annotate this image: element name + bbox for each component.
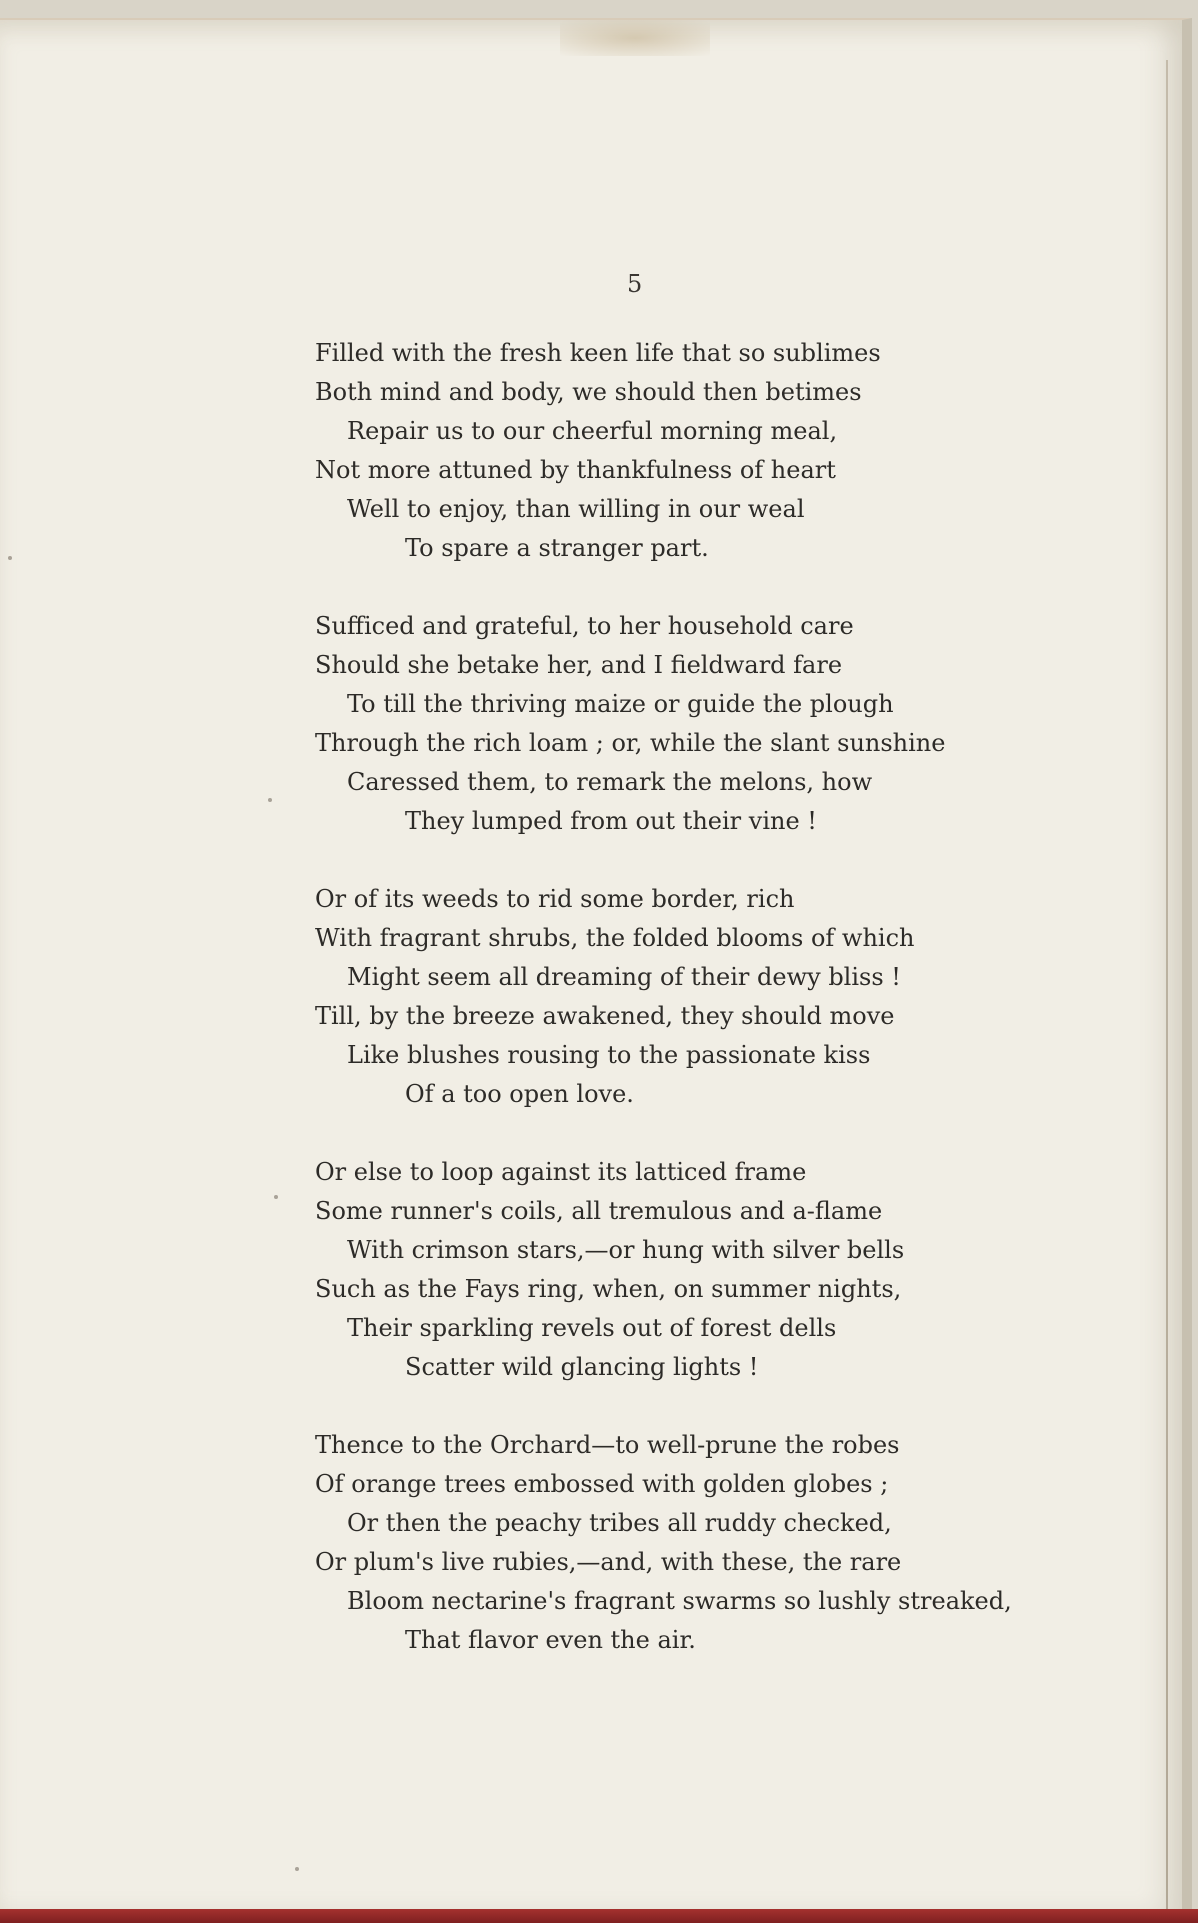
poem-line: Till, by the breeze awakened, they should move bbox=[315, 1002, 895, 1030]
poem-line: Or plum's live rubies,—and, with these, the rare bbox=[315, 1548, 902, 1576]
stanza bbox=[315, 880, 1075, 1114]
poem-line: Thence to the Orchard—to well-prune the robes bbox=[315, 1431, 900, 1459]
poem-line: Some runner's coils, all tremulous and a-flame bbox=[315, 1197, 883, 1225]
stanza bbox=[315, 334, 1075, 568]
poem-line: Well to enjoy, than willing in our weal bbox=[347, 495, 805, 523]
poem-line: With fragrant shrubs, the folded blooms of which bbox=[315, 924, 915, 952]
poem-line: Of a too open love. bbox=[405, 1080, 634, 1108]
paper-speck bbox=[268, 798, 272, 802]
page-stain bbox=[560, 20, 710, 56]
poem-line: Like blushes rousing to the passionate kiss bbox=[347, 1041, 871, 1069]
stanza bbox=[315, 1426, 1075, 1660]
poem-line: Or then the peachy tribes all ruddy checked, bbox=[347, 1509, 892, 1537]
paper-speck bbox=[8, 556, 12, 560]
page-edge bbox=[1166, 60, 1168, 1920]
poem-line: Of orange trees embossed with golden globes ; bbox=[315, 1470, 889, 1498]
poem-line: Such as the Fays ring, when, on summer nights, bbox=[315, 1275, 902, 1303]
poem-line: Through the rich loam ; or, while the slant sunshine bbox=[315, 729, 946, 757]
poem bbox=[315, 334, 1075, 1699]
poem-line: With crimson stars,—or hung with silver bells bbox=[347, 1236, 905, 1264]
poem-line: Might seem all dreaming of their dewy bliss ! bbox=[347, 963, 901, 991]
poem-line: Not more attuned by thankfulness of heart bbox=[315, 456, 836, 484]
poem-line: Should she betake her, and I fieldward fare bbox=[315, 651, 843, 679]
stanza bbox=[315, 1153, 1075, 1387]
paper-speck bbox=[295, 1867, 299, 1871]
poem-line: Sufficed and grateful, to her household care bbox=[315, 612, 854, 640]
poem-line: Scatter wild glancing lights ! bbox=[405, 1353, 759, 1381]
poem-line: Or of its weeds to rid some border, rich bbox=[315, 885, 795, 913]
book-page bbox=[0, 18, 1192, 1915]
poem-line: Both mind and body, we should then betimes bbox=[315, 378, 862, 406]
poem-line: Repair us to our cheerful morning meal, bbox=[347, 417, 838, 445]
stanza bbox=[315, 607, 1075, 841]
poem-line: That flavor even the air. bbox=[405, 1626, 696, 1654]
poem-line: Bloom nectarine's fragrant swarms so lushly streaked, bbox=[347, 1587, 1012, 1615]
poem-line: Or else to loop against its latticed frame bbox=[315, 1158, 807, 1186]
poem-line: Caressed them, to remark the melons, how bbox=[347, 768, 873, 796]
page-number: 5 bbox=[627, 270, 643, 298]
poem-line: To till the thriving maize or guide the plough bbox=[347, 690, 894, 718]
poem-line: They lumped from out their vine ! bbox=[405, 807, 817, 835]
poem-line: Their sparkling revels out of forest dells bbox=[347, 1314, 837, 1342]
poem-line: To spare a stranger part. bbox=[405, 534, 709, 562]
book-cover-edge bbox=[0, 1909, 1198, 1923]
poem-line: Filled with the fresh keen life that so sublimes bbox=[315, 339, 881, 367]
paper-speck bbox=[274, 1195, 278, 1199]
